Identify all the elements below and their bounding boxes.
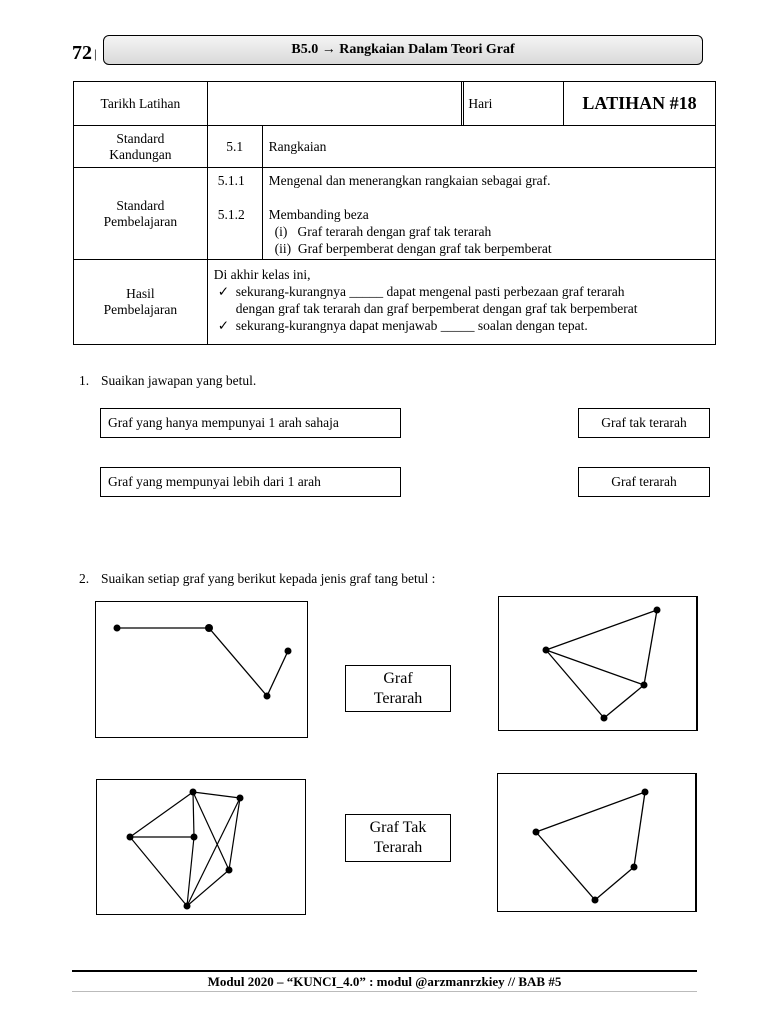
standard-kandungan-label (74, 126, 208, 168)
graph-a-svg (96, 602, 309, 739)
graph-node (264, 693, 271, 700)
match-right-item-1[interactable]: Graf tak terarah (578, 408, 710, 438)
sk-code: 5.1 (207, 126, 262, 168)
graph-node (654, 607, 661, 614)
sp-label-line1: Standard (116, 197, 165, 213)
graph-edge (130, 837, 187, 906)
graph-d-svg (498, 774, 698, 913)
graph-node (285, 648, 292, 655)
graph-edge (187, 870, 229, 906)
graph-edge (130, 792, 193, 837)
graph-figure-d[interactable] (497, 773, 697, 912)
graph-type-undirected-box[interactable] (345, 814, 451, 862)
latihan-number: LATIHAN #18 (582, 92, 697, 113)
tarikh-value[interactable] (207, 82, 462, 126)
graph-edge (193, 792, 194, 837)
sp-text-2: Membanding beza (268, 207, 369, 222)
match-left-item-1[interactable]: Graf yang hanya mempunyai 1 arah sahaja (100, 408, 401, 438)
graph-c-svg (97, 780, 307, 916)
graph-node (184, 903, 191, 910)
hp-label-line2: Pembelajaran (103, 302, 178, 317)
question-1-text: Suaikan jawapan yang betul. (101, 373, 257, 388)
graph-node (191, 834, 198, 841)
chapter-title-bar (103, 35, 703, 65)
sp-code-1: 5.1.1 (217, 173, 245, 188)
match-left-item-2[interactable]: Graf yang mempunyai lebih dari 1 arah (100, 467, 401, 497)
graph-node (631, 864, 638, 871)
graph-node (190, 789, 197, 796)
footer-rule (72, 970, 697, 972)
graph-node (205, 624, 213, 632)
standard-pembelajaran-label (74, 168, 208, 260)
graph-type-directed-box[interactable] (345, 665, 451, 712)
graph-node (642, 789, 649, 796)
graph-node (641, 682, 648, 689)
question-2-text: Suaikan setiap graf yang berikut kepada jenis graf tang betul : (101, 571, 436, 586)
sp-code-2: 5.1.2 (217, 207, 245, 222)
type-2-line2: Terarah (373, 839, 423, 856)
graph-edge (209, 628, 267, 696)
graph-edge (187, 837, 194, 906)
hp-content (207, 260, 715, 345)
question-1-number: 1. (79, 373, 90, 388)
type-1-line1: Graf (383, 669, 413, 687)
graph-figure-c[interactable] (96, 779, 306, 915)
graph-node (237, 795, 244, 802)
sp-texts (262, 168, 715, 260)
graph-edge (546, 610, 657, 650)
hp-item-1a: sekurang-kurangnya _____ dapat mengenal pasti perbezaan graf terarah (235, 284, 625, 299)
match-right-item-2[interactable]: Graf terarah (578, 467, 710, 497)
graph-figure-b[interactable] (498, 596, 698, 731)
hp-item-1b: dengan graf tak terarah dan graf berpemberat dengan graf tak berpemberat (235, 301, 638, 316)
graph-edge (193, 792, 240, 798)
hp-item-2: sekurang-kurangnya dapat menjawab _____ soalan dengan tepat. (235, 318, 588, 333)
question-2-number: 2. (79, 571, 90, 586)
check-icon: ✓ (217, 284, 230, 299)
graph-edge (595, 867, 634, 900)
graph-node (533, 829, 540, 836)
graph-node (543, 647, 550, 654)
footer-rule-thin (72, 991, 697, 992)
tarikh-label: Tarikh Latihan (74, 82, 208, 126)
type-1-line2: Terarah (373, 689, 423, 707)
graph-node (127, 834, 134, 841)
graph-edge (267, 651, 288, 696)
sk-text: Rangkaian (262, 126, 715, 168)
chapter-title: B5.0 → Rangkaian Dalam Teori Graf (291, 42, 515, 57)
sp-text-1: Mengenal dan menerangkan rangkaian sebagai graf. (268, 173, 551, 188)
check-icon: ✓ (217, 318, 230, 333)
graph-node (592, 897, 599, 904)
sp-sub-2: (ii) Graf berpemberat dengan graf tak berpemberat (274, 241, 552, 256)
sk-label-line1: Standard (116, 130, 165, 146)
graph-edge (604, 685, 644, 718)
sp-label-line2: Pembelajaran (103, 213, 178, 229)
graph-edge (634, 792, 645, 867)
type-2-line1: Graf Tak (369, 819, 427, 836)
sp-sub-1: (i) Graf terarah dengan graf tak terarah (274, 224, 492, 239)
graph-node (114, 625, 121, 632)
graph-b-svg (499, 597, 699, 732)
page-number: 72 (72, 42, 92, 64)
graph-figure-a[interactable] (95, 601, 308, 738)
graph-edge (536, 832, 595, 900)
graph-edge (644, 610, 657, 685)
page-separator: | (94, 46, 97, 61)
footer-text: Modul 2020 – “KUNCI_4.0” : modul @arzmanrzkiey // BAB #5 (207, 974, 562, 989)
sp-codes (207, 168, 262, 260)
graph-edge (536, 792, 645, 832)
hp-intro: Di akhir kelas ini, (213, 267, 311, 282)
hasil-pembelajaran-label (74, 260, 208, 345)
hp-label-line1: Hasil (126, 286, 155, 301)
cell-divider (463, 81, 464, 125)
sk-label-line2: Kandungan (109, 146, 172, 162)
graph-node (226, 867, 233, 874)
graph-node (601, 715, 608, 722)
hari-label: Hari (462, 82, 564, 126)
